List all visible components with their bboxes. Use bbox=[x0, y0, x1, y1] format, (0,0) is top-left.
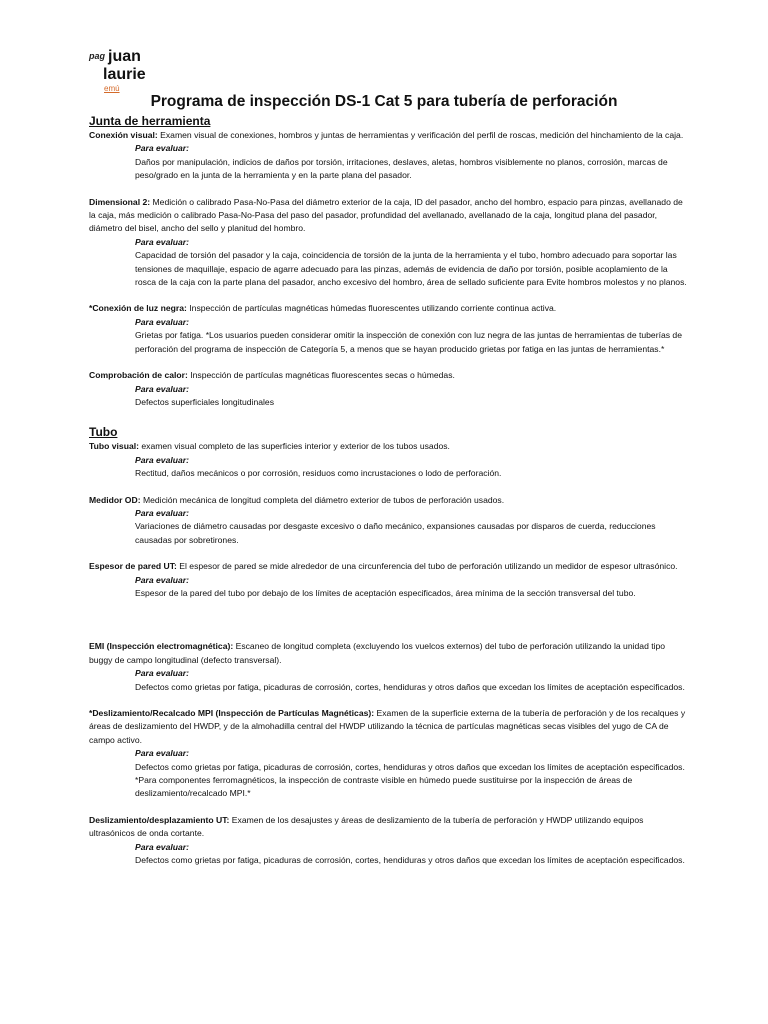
inspection-item bbox=[89, 302, 689, 356]
eval-label: Para evaluar: bbox=[135, 574, 189, 585]
inspection-item bbox=[89, 560, 689, 600]
eval-text: Defectos como grietas por fatiga, picaduras de corrosión, cortes, hendiduras y otros daños que excedan los límites de aceptación especificados. bbox=[135, 681, 685, 692]
inspection-item bbox=[89, 640, 689, 694]
eval-label: Para evaluar: bbox=[135, 454, 189, 465]
eval-label: Para evaluar: bbox=[135, 143, 189, 154]
item-term: Dimensional 2: bbox=[89, 196, 151, 207]
item-description: Examen de la superficie externa de la tubería de perforación y de los recalques y áreas de deslizamiento del HWDP, y de la almohadilla central del HWDP utilizando la técnica de partículas magnéticas secas visibles del yugo de CA de campo activo. bbox=[89, 708, 686, 745]
author-link[interactable]: emú bbox=[104, 84, 120, 93]
item-term: EMI (Inspección electromagnética): bbox=[89, 641, 234, 652]
item-description: examen visual completo de las superficies interior y exterior de los tubos usados. bbox=[138, 441, 450, 452]
item-term: Espesor de pared UT: bbox=[89, 561, 177, 572]
inspection-item bbox=[89, 369, 689, 409]
eval-text: Rectitud, daños mecánicos o por corrosión, residuos como incrustaciones o lodo de perforación. bbox=[135, 468, 502, 479]
item-term: *Conexión de luz negra: bbox=[89, 303, 187, 314]
section-heading-tubo: Tubo bbox=[89, 425, 118, 440]
item-description: Examen de los desajustes y áreas de deslizamiento de la tubería de perforación y HWDP utilizando equipos ultrasónicos de onda cortante. bbox=[89, 814, 644, 839]
item-description: Examen visual de conexiones, hombros y juntas de herramientas y verificación del perfil de roscas, medición del hinchamiento de la caja. bbox=[157, 130, 684, 140]
eval-text: Grietas por fatiga. *Los usuarios pueden considerar omitir la inspección de conexión con luz negra de las juntas de herramientas de tuberías de perforación del programa de inspección de Categoría 5, a menos que se hayan producido grietas por fatiga en las juntas de herramientas.* bbox=[135, 330, 682, 354]
eval-label: Para evaluar: bbox=[135, 748, 189, 759]
inspection-item bbox=[89, 494, 689, 548]
eval-label: Para evaluar: bbox=[135, 841, 189, 852]
eval-label: Para evaluar: bbox=[135, 383, 189, 394]
author-last-name: laurie bbox=[103, 66, 146, 83]
eval-label: Para evaluar: bbox=[135, 507, 189, 518]
eval-text: Variaciones de diámetro causadas por desgaste excesivo o daño mecánico, expansiones causadas por disparos de cuerda, reducciones causadas por sobretirones. bbox=[135, 521, 656, 545]
eval-text: Capacidad de torsión del pasador y la caja, coincidencia de torsión de la junta de la herramienta y el tubo, hombro adecuado para soportar las tensiones de maquillaje, espacio de agarre adecuado para las pinzas, además de evidencia de daño por torsión, posible acoplamiento de la rosca de la caja con la parte plana del pasador, ancho excesivo del hombro, área de sellado suficiente para Evite hombros molestos y no planos. bbox=[135, 250, 687, 288]
eval-label: Para evaluar: bbox=[135, 316, 189, 327]
eval-text: Daños por manipulación, indicios de daños por torsión, irritaciones, deslaves, aletas, hombros visiblemente no planos, corrosión, marcas de peso/grado en la junta de la herramienta y en la parte plana del pasador. bbox=[135, 156, 668, 181]
eval-text: Defectos como grietas por fatiga, picaduras de corrosión, cortes, hendiduras y otros daños que excedan los límites de aceptación especificados. bbox=[135, 855, 685, 866]
document-title: Programa de inspección DS-1 Cat 5 para tubería de perforación bbox=[150, 93, 618, 110]
inspection-item bbox=[89, 196, 689, 290]
item-term: Comprobación de calor: bbox=[89, 370, 188, 381]
eval-text: Defectos superficiales longitudinales bbox=[135, 396, 275, 407]
inspection-item bbox=[89, 129, 689, 183]
item-description: Medición o calibrado Pasa-No-Pasa del diámetro exterior de la caja, ID del pasador, ancho del hombro, espacio para pinzas, avellanado de la caja, más medición o calibrado Pasa-No-Pasa del paso del pasador, profundidad del avellanado, avellanado de la caja, longitud plana del pasador, diámetro del bisel, ancho del sello y planitud del hombro. bbox=[89, 196, 683, 234]
item-description: Escaneo de longitud completa (excluyendo los vuelcos externos) del tubo de perforación utilizando la unidad tipo buggy de campo longitudinal (defecto transversal). bbox=[89, 641, 666, 665]
item-term: Conexión visual: bbox=[89, 130, 158, 140]
eval-text: Espesor de la pared del tubo por debajo de los límites de aceptación especificados, área mínima de la sección transversal del tubo. bbox=[135, 587, 636, 598]
pag-label: pag bbox=[89, 51, 106, 61]
item-description: El espesor de pared se mide alrededor de una circunferencia del tubo de perforación utilizando un medidor de espesor ultrasónico. bbox=[176, 561, 678, 572]
item-term: Tubo visual: bbox=[89, 441, 139, 452]
page-header bbox=[89, 48, 146, 94]
item-term: Deslizamiento/desplazamiento UT: bbox=[89, 814, 230, 825]
eval-text: Defectos como grietas por fatiga, picaduras de corrosión, cortes, hendiduras y otros daños que excedan los límites de aceptación especificados. *Para componentes ferromagnéticos, la inspección de contraste visible en húmedo puede sustituirse por la inspección de áreas de deslizamiento/recalcado MPI.* bbox=[135, 761, 685, 799]
item-description: Inspección de partículas magnéticas húmedas fluorescentes utilizando corriente continua activa. bbox=[186, 303, 557, 314]
section-heading-junta: Junta de herramienta bbox=[89, 114, 211, 128]
inspection-item bbox=[89, 707, 689, 801]
eval-label: Para evaluar: bbox=[135, 236, 189, 247]
eval-label: Para evaluar: bbox=[135, 668, 189, 679]
item-term: Medidor OD: bbox=[89, 494, 141, 505]
item-term: *Deslizamiento/Recalcado MPI (Inspección de Partículas Magnéticas): bbox=[89, 708, 375, 718]
item-description: Medición mecánica de longitud completa del diámetro exterior de tubos de perforación usados. bbox=[140, 494, 505, 505]
item-description: Inspección de partículas magnéticas fluorescentes secas o húmedas. bbox=[187, 370, 455, 381]
inspection-item bbox=[89, 440, 689, 480]
document-body bbox=[89, 114, 689, 867]
inspection-item bbox=[89, 814, 689, 868]
author-first-name: juan bbox=[108, 48, 141, 65]
